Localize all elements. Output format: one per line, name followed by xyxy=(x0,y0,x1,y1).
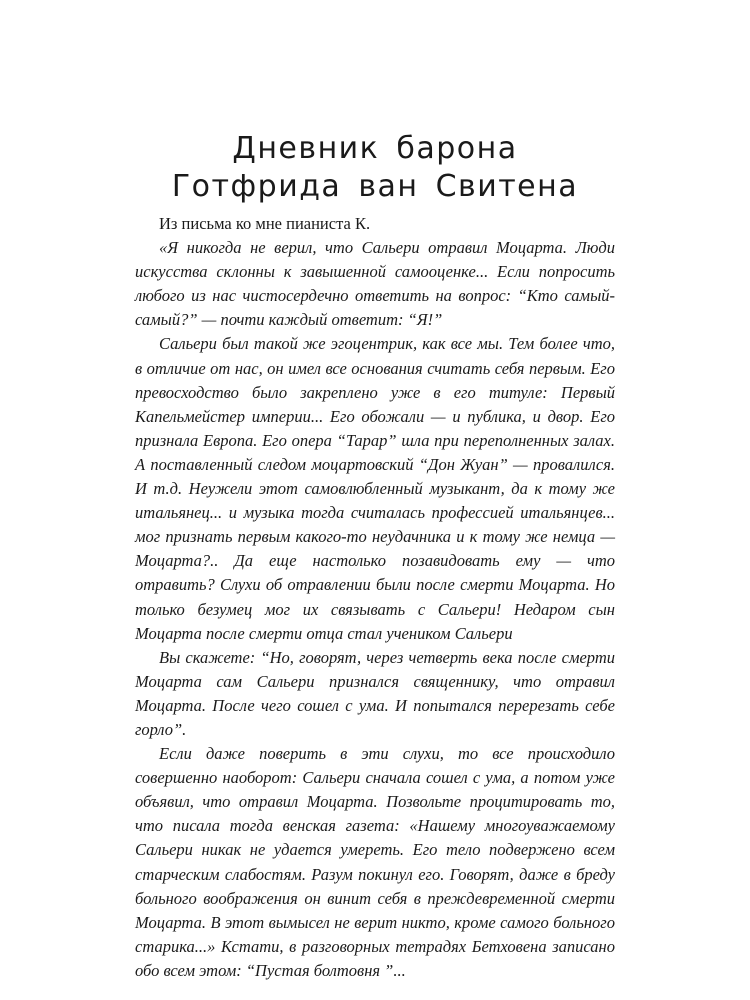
chapter-body xyxy=(135,212,615,983)
paragraph-letter-3: Вы скажете: “Но, говорят, через четверть века после смерти Моцарта сам Сальери признался священнику, что отравил Моцарта. После чего сошел с ума. И попытался перерезать себе горло”. xyxy=(135,647,615,739)
paragraph-letter-2: Сальери был такой же эгоцентрик, как все мы. Тем более что, в отличие от нас, он имел все основания считать себя первым. Его превосходство было закреплено уже в его титуле: Первый Капельмейстер империи... Его обожали — и публика, и двор. Его признала Европа. Его опера “Тарар” шла при переполненных залах. А поставленный следом моцартовский “Дон Жуан” — провалился. И т.д. Неужели этот самовлюбленный музыкант, да к тому же итальянец... и музыка тогда считалась профессией итальянцев... мог признать первым какого-то неудачника и к тому же немца — Моцарта?.. Да еще настолько позавидовать ему — что отравить? Слухи об отравлении были после смерти Моцарта. Но только безумец мог их связывать с Сальери! Недаром сын Моцарта после смерти отца стал учеником Сальери xyxy=(135,334,615,643)
paragraph-intro: Из письма ко мне пианиста К. xyxy=(159,214,371,233)
paragraph-letter-1: «Я никогда не верил, что Сальери отравил Моцарта. Люди искусства склонны к завышенной самооценке... Если попросить любого из нас чистосердечно ответить на вопрос: “Кто самый-самый?” — почти каждый ответит: “Я!” xyxy=(135,238,615,330)
chapter-title-line-1: Дневник барона xyxy=(232,131,518,166)
chapter-title-line-2: Готфрида ван Свитена xyxy=(171,169,579,204)
paragraph-letter-4: Если даже поверить в эти слухи, то все происходило совершенно наоборот: Сальери сначала сошел с ума, а потом уже объявил, что отравил Моцарта. Позвольте процитировать то, что писала тогда венская газета: «Нашему многоуважаемому Сальери никак не удается умереть. Его тело подвержено всем старческим слабостям. Разум покинул его. Говорят, даже в бреду больного воображения он винит себя в преждевременной смерти Моцарта. В этот вымысел не верит никто, кроме самого больного старика...» Кстати, в разговорных тетрадях Бетховена записано обо всем этом: “Пустая болтовня ”... xyxy=(135,744,615,980)
chapter-title xyxy=(0,130,750,206)
